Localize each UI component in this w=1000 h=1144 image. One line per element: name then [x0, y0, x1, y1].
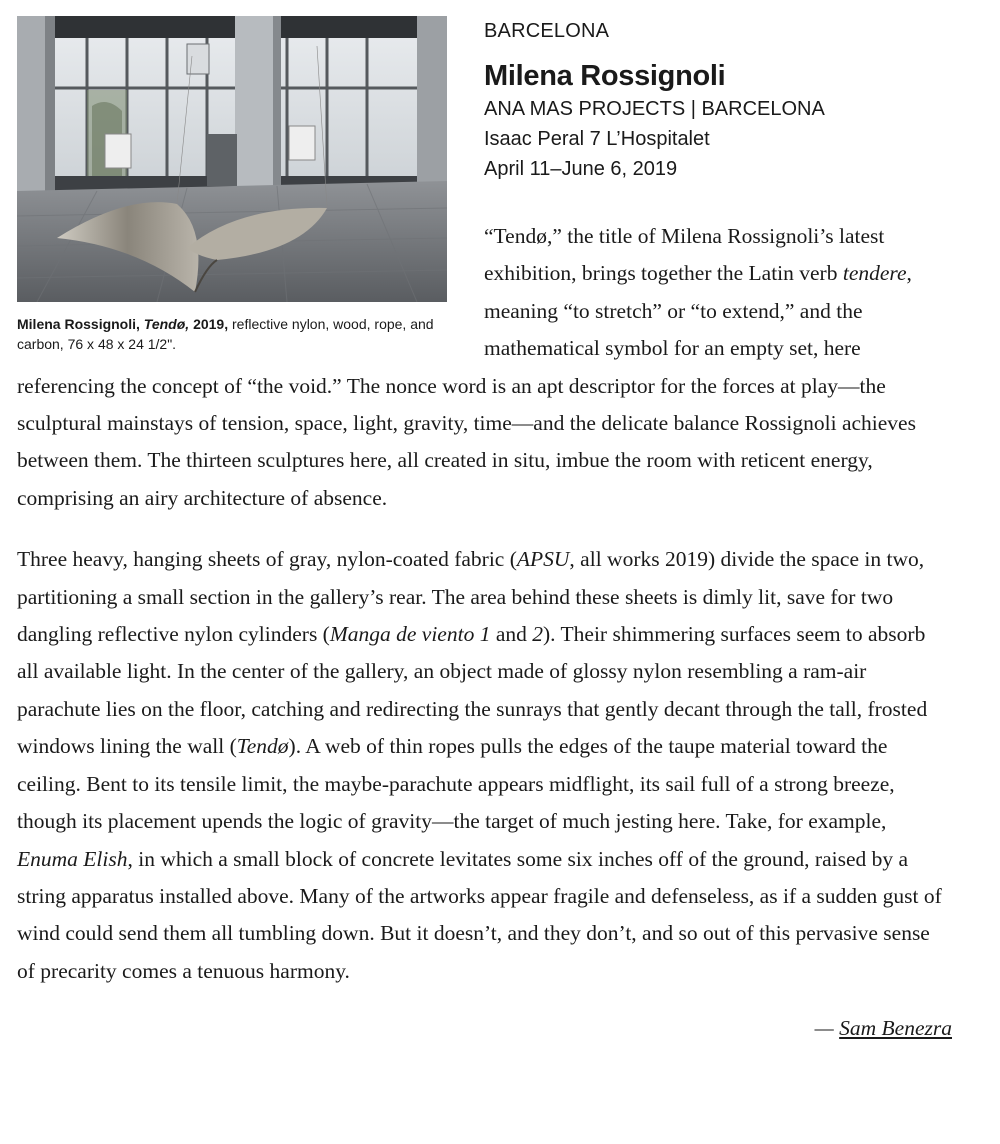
- italic-run: 2: [532, 622, 544, 647]
- text-run: , meaning “to stretch” or “to extend,” and the mathematical symbol for an empty set, here referencing the concept of “the void.” The nonce word is an apt descriptor for the forces at play—the sculptural mainstays of tension, space, light, gravity, time—and the delicate balance Rossignoli achieves between them. The thirteen sculptures here, all created in situ, imbue the room with reticent energy, comprising an airy architecture of absence.: [17, 261, 916, 510]
- gallery-name: ANA MAS PROJECTS | BARCELONA: [484, 98, 825, 120]
- text-run: ). Their shimmering surfaces seem to absorb all available light. In the center of the gallery, an object made of glossy nylon resembling a ram-air parachute lies on the floor, catching and redirecting the sunrays that gently decant through the tall, frosted windows lining the wall (: [17, 622, 928, 759]
- article: [17, 0, 952, 1041]
- text-run: ). A web of thin ropes pulls the edges of the taupe material toward the ceiling. Bent to its tensile limit, the maybe-parachute appears midflight, its sail full of a strong breeze, though its placement upends the logic of gravity—the target of much jesting here. Take, for example,: [17, 734, 895, 834]
- text-run: , in which a small block of concrete levitates some six inches off of the ground, raised by a string apparatus installed above. Many of the artworks appear fragile and defenseless, as if a sudden gust of wind could send them all tumbling down. But it doesn’t, and they don’t, and so out of this pervasive sense of precarity comes a tenuous harmony.: [17, 846, 942, 983]
- caption-year: 2019,: [193, 316, 229, 332]
- exhibition-photo: [17, 16, 447, 302]
- italic-run: Tendø: [236, 734, 289, 759]
- city-label: BARCELONA: [484, 20, 610, 42]
- italic-run: tendere: [842, 261, 907, 286]
- text-run: “Tendø,” the title of Milena Rossignoli’s latest exhibition, brings together the Latin verb: [484, 224, 885, 286]
- figure: [17, 16, 457, 354]
- italic-run: Manga de viento 1: [329, 622, 491, 647]
- italic-run: Enuma Elish: [17, 846, 128, 871]
- byline: [17, 1016, 952, 1041]
- paragraph-2: [17, 541, 952, 990]
- gallery-address: Isaac Peral 7 L’Hospitalet: [484, 128, 710, 150]
- artist-name: Milena Rossignoli: [484, 60, 726, 92]
- author-link[interactable]: Sam Benezra: [839, 1016, 952, 1041]
- byline-dash: —: [814, 1016, 840, 1041]
- text-run: , all works 2019) divide the space in two, partitioning a small section in the gallery’s rear. The area behind these sheets is dimly lit, save for two dangling reflective nylon cylinders (: [17, 547, 925, 647]
- figure-caption: [17, 314, 457, 354]
- caption-artist: Milena Rossignoli,: [17, 316, 140, 332]
- text-run: and: [490, 622, 533, 647]
- caption-title: Tendø,: [143, 316, 190, 332]
- caption-details: reflective nylon, wood, rope, and carbon, 76 x 48 x 24 1/2".: [17, 316, 434, 352]
- exhibition-dates: April 11–June 6, 2019: [484, 158, 678, 180]
- italic-run: APSU: [516, 547, 570, 572]
- text-run: Three heavy, hanging sheets of gray, nylon-coated fabric (: [17, 547, 517, 572]
